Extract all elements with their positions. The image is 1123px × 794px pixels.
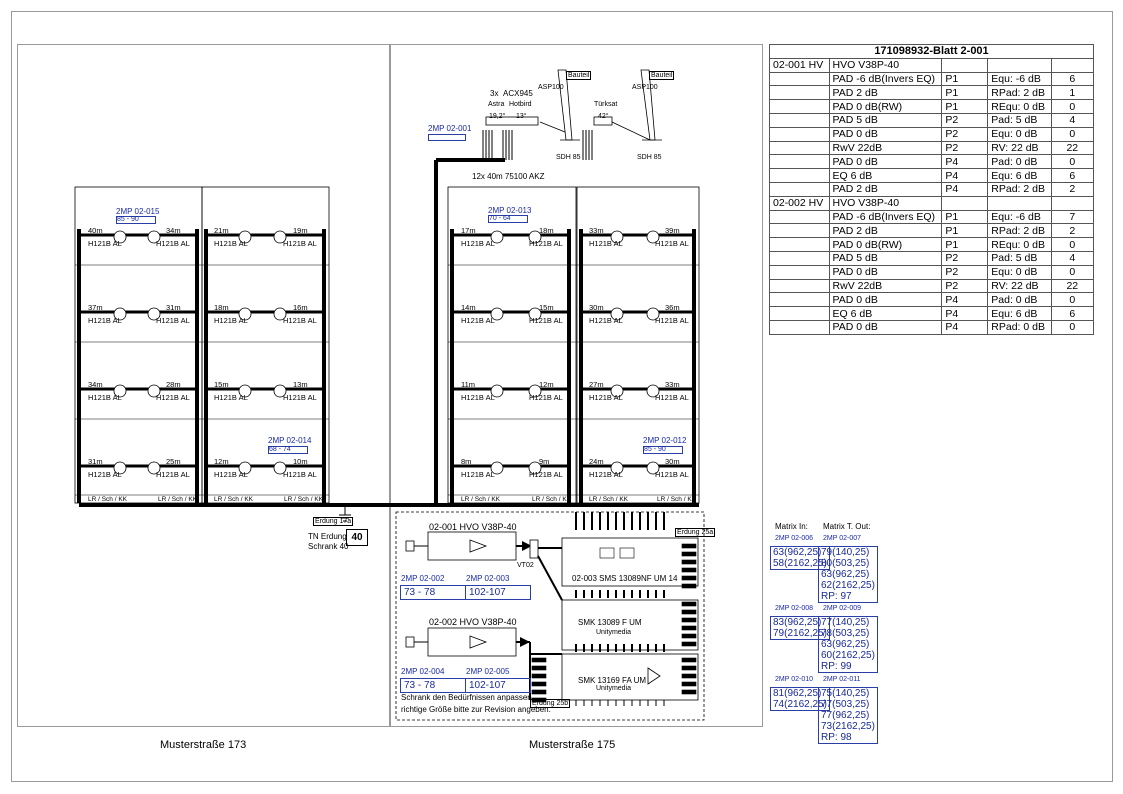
matrix-out-id: 2MP 02-011 xyxy=(823,676,861,683)
feed-mp-box xyxy=(428,134,466,141)
output-port xyxy=(682,626,696,630)
input-port xyxy=(532,658,546,662)
cable-type: H121B AL xyxy=(156,316,190,325)
unit-length: 18m xyxy=(539,226,554,235)
cable-type: H121B AL xyxy=(529,239,563,248)
unit-length: 31m xyxy=(88,457,103,466)
unit-length: 25m xyxy=(166,457,181,466)
output-port xyxy=(682,674,696,678)
table-cell: Equ: 0 dB xyxy=(988,265,1051,279)
table-cell: 6 xyxy=(1051,169,1093,183)
matrix-out-id: 2MP 02-007 xyxy=(823,535,862,542)
cable-type: H121B AL xyxy=(655,316,689,325)
dish-icon xyxy=(641,70,655,140)
lnb-label: ACX945 xyxy=(503,89,533,98)
smk2-label: SMK 13169 FA UM xyxy=(578,676,647,685)
table-cell: PAD -6 dB(Invers EQ) xyxy=(829,210,942,224)
unit-length: 33m xyxy=(665,380,680,389)
unit-length: 8m xyxy=(461,457,472,466)
table-cell: PAD 0 dB xyxy=(829,293,942,307)
table-cell: 0 xyxy=(1051,100,1093,114)
table-cell: Pad: 5 dB xyxy=(988,251,1051,265)
vt-splitter xyxy=(530,540,538,558)
cable-type: H121B AL xyxy=(88,239,122,248)
bracket-1: Bauteil xyxy=(568,72,590,79)
table-cell: PAD 0 dB xyxy=(829,155,942,169)
table-cell: P4 xyxy=(942,182,988,196)
matrix-in-label: Matrix In: xyxy=(775,522,808,531)
cable-type: H121B AL xyxy=(156,393,190,402)
table-cell: RV: 22 dB xyxy=(988,141,1051,155)
matrix-out-box: 77(140,25) 78(503,25) 63(962,25) 60(2162,25) RP: 99 xyxy=(818,616,878,673)
table-cell: Equ: 6 dB xyxy=(988,169,1051,183)
table-cell: Equ: -6 dB xyxy=(988,210,1051,224)
floor-label: LR / Sch / KK xyxy=(284,496,324,503)
dish-arm xyxy=(540,122,565,132)
table-cell: P2 xyxy=(942,265,988,279)
arrow-icon xyxy=(520,637,530,647)
input-port xyxy=(532,690,546,694)
sat-astra: Astra xyxy=(488,101,505,108)
pos-tuerksat: 42° xyxy=(598,113,609,120)
table-cell: RV: 22 dB xyxy=(988,279,1051,293)
input-port xyxy=(532,674,546,678)
floor-label: LR / Sch / KK xyxy=(461,496,501,503)
output-port xyxy=(682,568,696,572)
matrix-out-box: 79(140,25) 80(503,25) 63(962,25) 62(2162,25) RP: 97 xyxy=(818,546,878,603)
table-cell: RPad: 2 dB xyxy=(988,182,1051,196)
matrix-out-box: 75(140,25) 77(503,25) 77(962,25) 73(2162,25) RP: 98 xyxy=(818,687,878,744)
unit-length: 15m xyxy=(214,380,229,389)
unit-length: 11m xyxy=(461,380,476,389)
sms-label: 02-003 SMS 13089NF UM 14 xyxy=(572,574,678,583)
mp-label-013: 2MP 02-013 xyxy=(488,206,532,215)
cable-label: 12x 40m 75100 AKZ xyxy=(472,172,545,181)
table-cell: 4 xyxy=(1051,113,1093,127)
unit-length: 30m xyxy=(665,457,680,466)
table-cell: REqu: 0 dB xyxy=(988,238,1051,252)
group-id: 02-001 HV xyxy=(770,58,830,72)
table-cell: 0 xyxy=(1051,155,1093,169)
pos-hotbird: 13° xyxy=(516,113,527,120)
matrix-in-id: 2MP 02-006 xyxy=(775,535,814,542)
street-label-175: Musterstraße 175 xyxy=(529,739,616,751)
unit-length: 15m xyxy=(539,303,554,312)
mount-label-2: ASP100 xyxy=(632,84,658,91)
street-label-173: Musterstraße 173 xyxy=(160,739,247,751)
ground-number: 40 xyxy=(346,529,368,546)
output-port xyxy=(682,560,696,564)
ground-tag: Erdung 17a xyxy=(315,518,352,525)
cable-type: H121B AL xyxy=(214,239,248,248)
table-cell: Equ: 6 dB xyxy=(988,307,1051,321)
table-cell: P2 xyxy=(942,113,988,127)
cable-type: H121B AL xyxy=(283,316,317,325)
table-cell: PAD 0 dB(RW) xyxy=(829,238,942,252)
table-cell: PAD 2 dB xyxy=(829,86,942,100)
dish-label-2: SDH 85 xyxy=(637,154,662,161)
cable-type: H121B AL xyxy=(655,393,689,402)
table-cell: 2 xyxy=(1051,182,1093,196)
mp-label-015: 2MP 02-015 xyxy=(116,207,160,216)
cable-type: H121B AL xyxy=(529,393,563,402)
floor-label: LR / Sch / KK xyxy=(532,496,572,503)
unit-length: 30m xyxy=(589,303,604,312)
table-cell: EQ 6 dB xyxy=(829,307,942,321)
unit-length: 37m xyxy=(88,303,103,312)
table-title: 171098932-Blatt 2-001 xyxy=(770,45,1094,59)
cable-type: H121B AL xyxy=(88,316,122,325)
unit-length: 27m xyxy=(589,380,604,389)
mp-label-014: 2MP 02-014 xyxy=(268,436,312,445)
table-cell: 6 xyxy=(1051,72,1093,86)
mp-004-value: 73 - 78 xyxy=(400,678,466,693)
floor-label: LR / Sch / KK xyxy=(589,496,629,503)
table-cell: Equ: 0 dB xyxy=(988,127,1051,141)
cable-type: H121B AL xyxy=(283,239,317,248)
feed-mp-label: 2MP 02-001 xyxy=(428,124,472,133)
output-port xyxy=(682,666,696,670)
cable-type: H121B AL xyxy=(589,393,623,402)
table-cell: RwV 22dB xyxy=(829,279,942,293)
dish-icon xyxy=(558,70,572,140)
cable-type: H121B AL xyxy=(214,316,248,325)
unit-length: 12m xyxy=(214,457,229,466)
unit-length: 34m xyxy=(166,226,181,235)
table-cell: 2 xyxy=(1051,224,1093,238)
unit-length: 28m xyxy=(166,380,181,389)
table-cell: PAD 0 dB xyxy=(829,127,942,141)
matrix-out-id: 2MP 02-009 xyxy=(823,605,862,612)
sat-count: 3x xyxy=(490,89,499,98)
table-cell: P4 xyxy=(942,169,988,183)
input-port xyxy=(532,682,546,686)
table-cell: 22 xyxy=(1051,141,1093,155)
cabinet-note-2: richtige Größe bitte zur Revision angeben. xyxy=(401,705,551,714)
table-cell: PAD 0 dB(RW) xyxy=(829,100,942,114)
unit-length: 21m xyxy=(214,226,229,235)
mp-005-value: 102-107 xyxy=(465,678,531,693)
table-cell: PAD 2 dB xyxy=(829,182,942,196)
table-cell: PAD -6 dB(Invers EQ) xyxy=(829,72,942,86)
table-cell: Pad: 0 dB xyxy=(988,293,1051,307)
output-port xyxy=(682,642,696,646)
unit-length: 18m xyxy=(214,303,229,312)
matrix-in-box: 63(962,25) 58(2162,25) xyxy=(770,546,830,570)
matrix-in-box: 83(962,25) 79(2162,25) xyxy=(770,616,830,640)
table-cell: EQ 6 dB xyxy=(829,169,942,183)
table-cell: P4 xyxy=(942,293,988,307)
output-port xyxy=(682,610,696,614)
unit-length: 10m xyxy=(293,457,308,466)
smk1-label: SMK 13089 F UM xyxy=(578,618,642,627)
cable-type: H121B AL xyxy=(655,470,689,479)
cable-type: H121B AL xyxy=(88,393,122,402)
table-cell: PAD 0 dB xyxy=(829,265,942,279)
output-port xyxy=(682,544,696,548)
mount-label-1: ASP100 xyxy=(538,84,564,91)
table-cell: P1 xyxy=(942,210,988,224)
mp-box-015: 85 - 90 xyxy=(116,216,156,224)
mp-box-013: 70 - 64 xyxy=(488,215,528,223)
mp-003-value: 102-107 xyxy=(465,585,531,600)
matrix-in-box: 81(962,25) 74(2162,25) xyxy=(770,687,830,711)
table-cell: P4 xyxy=(942,155,988,169)
cable-type: H121B AL xyxy=(655,239,689,248)
cable-type: H121B AL xyxy=(589,316,623,325)
table-cell: 0 xyxy=(1051,265,1093,279)
table-cell: 0 xyxy=(1051,127,1093,141)
cable-type: H121B AL xyxy=(529,470,563,479)
table-cell: REqu: 0 dB xyxy=(988,100,1051,114)
unit-length: 16m xyxy=(293,303,308,312)
output-port xyxy=(682,576,696,580)
cable-type: H121B AL xyxy=(156,239,190,248)
sat-tuerksat: Türksat xyxy=(594,101,618,108)
signal-line xyxy=(538,556,562,600)
cable-type: H121B AL xyxy=(461,393,495,402)
unit-length: 31m xyxy=(166,303,181,312)
unit-length: 17m xyxy=(461,226,476,235)
cable-type: H121B AL xyxy=(461,470,495,479)
dish-label-1: SDH 85 xyxy=(556,154,581,161)
pos-astra: 19,2° xyxy=(489,113,506,120)
mp-box-012: 85 - 90 xyxy=(643,446,683,454)
bracket-2: Bauteil xyxy=(651,72,673,79)
cable-type: H121B AL xyxy=(283,470,317,479)
output-port xyxy=(682,634,696,638)
cable-type: H121B AL xyxy=(529,316,563,325)
table-cell: P2 xyxy=(942,251,988,265)
floor-label: LR / Sch / KK xyxy=(214,496,254,503)
output-port xyxy=(682,602,696,606)
table-cell: P4 xyxy=(942,307,988,321)
table-cell: P1 xyxy=(942,72,988,86)
table-cell: Equ: -6 dB xyxy=(988,72,1051,86)
unit-length: 9m xyxy=(539,457,550,466)
cable-type: H121B AL xyxy=(283,393,317,402)
cable-type: H121B AL xyxy=(156,470,190,479)
matrix-in-id: 2MP 02-008 xyxy=(775,605,814,612)
table-cell: RPad: 2 dB xyxy=(988,224,1051,238)
unit-length: 24m xyxy=(589,457,604,466)
unit-length: 13m xyxy=(293,380,308,389)
cable-type: H121B AL xyxy=(214,470,248,479)
unit-length: 19m xyxy=(293,226,308,235)
mp-002-value: 73 - 78 xyxy=(400,585,466,600)
table-cell: RPad: 0 dB xyxy=(988,320,1051,334)
cabinet-note-1: Schrank den Bedürfnissen anpassen. xyxy=(401,693,534,702)
table-cell: 6 xyxy=(1051,307,1093,321)
unit-length: 12m xyxy=(539,380,554,389)
input-port xyxy=(532,666,546,670)
floor-label: LR / Sch / KK xyxy=(657,496,697,503)
output-port xyxy=(682,682,696,686)
unit-length: 14m xyxy=(461,303,476,312)
mp-005-label: 2MP 02-005 xyxy=(466,667,510,676)
mp-002-label: 2MP 02-002 xyxy=(401,574,445,583)
floor-label: LR / Sch / KK xyxy=(88,496,128,503)
group-id: 02-002 HV xyxy=(770,196,830,210)
floor-label: LR / Sch / KK xyxy=(158,496,198,503)
ground-schrank: Schrank 40 xyxy=(308,542,349,551)
table-cell: Pad: 5 dB xyxy=(988,113,1051,127)
cable-type: H121B AL xyxy=(461,239,495,248)
table-cell: P2 xyxy=(942,279,988,293)
table-cell: P1 xyxy=(942,224,988,238)
unit-length: 33m xyxy=(589,226,604,235)
unit-length: 40m xyxy=(88,226,103,235)
table-cell: P1 xyxy=(942,100,988,114)
table-cell: PAD 5 dB xyxy=(829,251,942,265)
mp-box-014: 68 - 74 xyxy=(268,446,308,454)
ground-tn: TN Erdung xyxy=(308,532,347,541)
mp-003-label: 2MP 02-003 xyxy=(466,574,510,583)
group-device: HVO V38P-40 xyxy=(829,58,942,72)
table-cell: PAD 5 dB xyxy=(829,113,942,127)
table-cell: 22 xyxy=(1051,279,1093,293)
cable-type: H121B AL xyxy=(589,470,623,479)
table-cell: P4 xyxy=(942,320,988,334)
table-cell: Pad: 0 dB xyxy=(988,155,1051,169)
unit-length: 39m xyxy=(665,226,680,235)
input-connector xyxy=(406,541,414,551)
matrix-in-id: 2MP 02-010 xyxy=(775,676,814,683)
table-cell: 0 xyxy=(1051,293,1093,307)
table-cell: P1 xyxy=(942,86,988,100)
output-port xyxy=(682,584,696,588)
smk1-uni: Unitymedia xyxy=(596,629,632,636)
output-port xyxy=(682,618,696,622)
group-device: HVO V38P-40 xyxy=(829,196,942,210)
sat-hotbird: Hotbird xyxy=(509,101,532,108)
table-cell: 0 xyxy=(1051,320,1093,334)
hv2-label: 02-002 HVO V38P-40 xyxy=(429,617,517,627)
mp-004-label: 2MP 02-004 xyxy=(401,667,445,676)
erdung-25a: Erdung 25a xyxy=(677,529,714,536)
table-cell: PAD 2 dB xyxy=(829,224,942,238)
unit-length: 34m xyxy=(88,380,103,389)
hv1-label: 02-001 HVO V38P-40 xyxy=(429,522,517,532)
table-cell: P1 xyxy=(942,238,988,252)
matrix-out-label: Matrix T. Out: xyxy=(823,522,871,531)
vt02-label: VT02 xyxy=(517,562,534,569)
cable-type: H121B AL xyxy=(214,393,248,402)
table-cell: 4 xyxy=(1051,251,1093,265)
table-cell: PAD 0 dB xyxy=(829,320,942,334)
output-port xyxy=(682,690,696,694)
cable-type: H121B AL xyxy=(589,239,623,248)
table-cell: 1 xyxy=(1051,86,1093,100)
table-cell: P2 xyxy=(942,141,988,155)
erdung-25b: Erdung 25b xyxy=(532,700,569,707)
cable-type: H121B AL xyxy=(461,316,495,325)
output-port xyxy=(682,552,696,556)
input-connector xyxy=(406,637,414,647)
table-cell: RwV 22dB xyxy=(829,141,942,155)
table-cell: P2 xyxy=(942,127,988,141)
table-cell: RPad: 2 dB xyxy=(988,86,1051,100)
output-port xyxy=(682,658,696,662)
table-cell: 7 xyxy=(1051,210,1093,224)
smk2-uni: Unitymedia xyxy=(596,685,632,692)
table-cell: 0 xyxy=(1051,238,1093,252)
unit-length: 36m xyxy=(665,303,680,312)
dish-arm xyxy=(612,122,650,140)
mp-label-012: 2MP 02-012 xyxy=(643,436,687,445)
cable-type: H121B AL xyxy=(88,470,122,479)
